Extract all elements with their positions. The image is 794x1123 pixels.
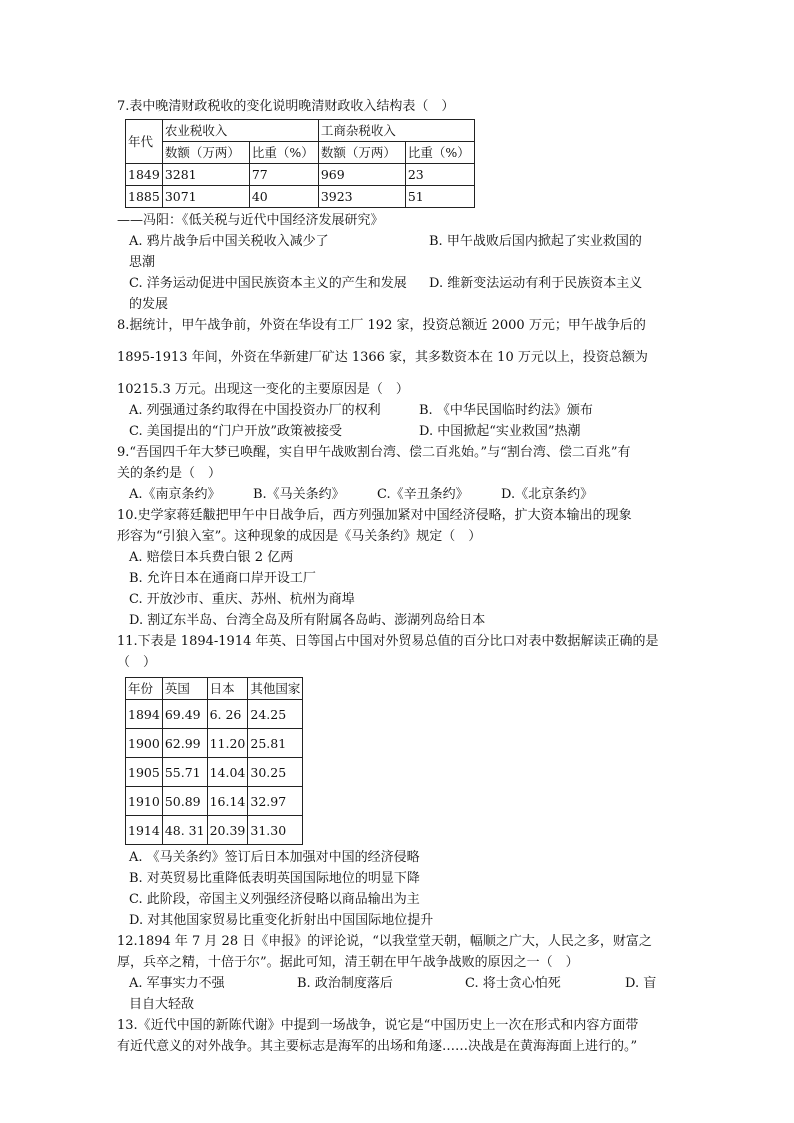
option-d[interactable]: D. 盲 xyxy=(625,976,657,991)
table-cell: 14.04 xyxy=(207,758,248,787)
table-cell: 16.14 xyxy=(207,787,248,816)
table-header: 英国 xyxy=(162,678,207,700)
table-row xyxy=(126,164,475,186)
table-cell: 3071 xyxy=(162,186,249,208)
option-a[interactable]: A. 列强通过条约取得在中国投资办厂的权利 xyxy=(129,403,381,418)
table-cell: 24.25 xyxy=(248,700,303,729)
table-cell: 51 xyxy=(405,186,474,208)
table-header: 日本 xyxy=(207,678,248,700)
table-row xyxy=(126,787,303,816)
question-8-options-row2 xyxy=(117,421,677,442)
question-7-source: ——冯阳：《低关税与近代中国经济发展研究》 xyxy=(117,213,384,228)
question-11-table xyxy=(125,677,303,845)
table-cell: 62.99 xyxy=(162,729,207,758)
question-8-line: 1895-1913 年间，外资在华新建厂矿达 1366 家，其多数资本在 10 万元以上，投资总额为 xyxy=(117,350,648,365)
question-7-stem: 7.表中晚清财政税收的变化说明晚清财政收入结构表（ ） xyxy=(117,99,455,114)
option-d[interactable]: D. 维新变法运动有利于民族资本主义 xyxy=(429,276,643,291)
table-cell: 1914 xyxy=(126,816,163,845)
option-b[interactable]: B. 政治制度落后 xyxy=(297,976,393,991)
table-cell: 20.39 xyxy=(207,816,248,845)
table-subheader: 数额（万两） xyxy=(318,142,405,164)
question-7 xyxy=(117,96,677,315)
table-cell: 55.71 xyxy=(162,758,207,787)
option-a[interactable]: A. 赔偿日本兵费白银 2 亿两 xyxy=(129,550,294,565)
question-10-line: 10.史学家蒋廷黻把甲午中日战争后，西方列强加紧对中国经济侵略，扩大资本输出的现象 xyxy=(117,508,632,523)
table-cell: 11.20 xyxy=(207,729,248,758)
table-row xyxy=(126,816,303,845)
option-c[interactable]: C. 将士贪心怕死 xyxy=(465,976,561,991)
question-7-options-row2 xyxy=(117,273,677,294)
option-d[interactable]: D. 对其他国家贸易比重变化折射出中国国际地位提升 xyxy=(129,913,434,928)
option-b-continued: 思潮 xyxy=(129,255,156,270)
question-8-line: 8.据统计，甲午战争前，外资在华设有工厂 192 家，投资总额近 2000 万元；甲午战争后的 xyxy=(117,318,646,333)
table-subheader: 比重（%） xyxy=(249,142,318,164)
option-a[interactable]: A. 鸦片战争后中国关税收入减少了 xyxy=(129,234,329,249)
table-cell: 1900 xyxy=(126,729,163,758)
option-a[interactable]: A. 《马关条约》签订后日本加强对中国的经济侵略 xyxy=(129,850,420,865)
table-header: 年份 xyxy=(126,678,163,700)
table-cell: 30.25 xyxy=(248,758,303,787)
option-c[interactable]: C. 此阶段，帝国主义列强经济侵略以商品输出为主 xyxy=(129,892,420,907)
table-cell: 6. 26 xyxy=(207,700,248,729)
table-cell: 1910 xyxy=(126,787,163,816)
option-d-continued: 的发展 xyxy=(129,297,169,312)
option-d[interactable]: D. 中国掀起“实业救国”热潮 xyxy=(419,424,581,439)
table-header-row xyxy=(126,678,303,700)
table-subheader: 比重（%） xyxy=(405,142,474,164)
option-c[interactable]: C. 开放沙市、重庆、苏州、杭州为商埠 xyxy=(129,592,355,607)
question-10 xyxy=(117,505,677,631)
table-cell: 32.97 xyxy=(248,787,303,816)
table-row xyxy=(126,758,303,787)
exam-page xyxy=(117,96,677,1057)
question-13-line: 有近代意义的对外战争。其主要标志是海军的出场和角逐……决战是在黄海海面上进行的。” xyxy=(117,1039,638,1054)
table-cell: 1894 xyxy=(126,700,163,729)
question-12-line: 12.1894 年 7 月 28 日《申报》的评论说，“以我堂堂天朝，幅顺之广大，人民之多，财富之 xyxy=(117,934,652,949)
option-d[interactable]: D.《北京条约》 xyxy=(501,487,594,502)
table-cell: 3281 xyxy=(162,164,249,186)
table-row xyxy=(126,729,303,758)
option-c[interactable]: C. 洋务运动促进中国民族资本主义的产生和发展 xyxy=(129,276,407,291)
option-b[interactable]: B. 对英贸易比重降低表明英国国际地位的明显下降 xyxy=(129,871,420,886)
table-cell: 69.49 xyxy=(162,700,207,729)
option-b[interactable]: B. 允许日本在通商口岸开设工厂 xyxy=(129,571,316,586)
question-11-line: 11.下表是 1894-1914 年英、日等国占中国对外贸易总值的百分比口对表中数据解读正确的是 xyxy=(117,634,659,649)
question-12 xyxy=(117,931,677,1015)
table-cell: 23 xyxy=(405,164,474,186)
question-10-line: 形容为“引狼入室”。这种现象的成因是《马关条约》规定（ ） xyxy=(117,529,482,544)
question-9-options xyxy=(117,484,677,505)
table-header-year: 年代 xyxy=(126,120,163,164)
question-9-line: 关的条约是（ ） xyxy=(117,466,222,481)
table-cell: 40 xyxy=(249,186,318,208)
option-c[interactable]: C. 美国提出的“门户开放”政策被接受 xyxy=(129,424,343,439)
question-12-options xyxy=(117,973,677,994)
table-cell: 1905 xyxy=(126,758,163,787)
option-c[interactable]: C.《辛丑条约》 xyxy=(377,487,469,502)
table-header-commerce: 工商杂税收入 xyxy=(318,120,474,142)
table-subheader: 数额（万两） xyxy=(162,142,249,164)
table-header-agri: 农业税收入 xyxy=(162,120,318,142)
table-cell: 1885 xyxy=(126,186,163,208)
table-cell: 3923 xyxy=(318,186,405,208)
question-8 xyxy=(117,315,677,442)
question-12-line: 厚，兵卒之精，十倍于尔”。据此可知，清王朝在甲午战争战败的原因之一（ ） xyxy=(117,955,579,970)
option-d-continued: 目自大轻敌 xyxy=(129,997,195,1012)
option-b[interactable]: B.《马关条约》 xyxy=(253,487,345,502)
question-11-line: （ ） xyxy=(117,655,157,670)
table-cell: 48. 31 xyxy=(162,816,207,845)
option-a[interactable]: A. 军事实力不强 xyxy=(129,976,225,991)
question-8-line: 10215.3 万元。出现这一变化的主要原因是（ ） xyxy=(117,382,409,397)
table-cell: 25.81 xyxy=(248,729,303,758)
question-13-line: 13.《近代中国的新陈代谢》中提到一场战争，说它是“中国历史上一次在形式和内容方面带 xyxy=(117,1018,639,1033)
option-a[interactable]: A.《南京条约》 xyxy=(129,487,221,502)
option-d[interactable]: D. 割辽东半岛、台湾全岛及所有附属各岛屿、澎湖列岛给日本 xyxy=(129,613,486,628)
question-7-options-row1 xyxy=(117,231,677,252)
question-9-line: 9.“吾国四千年大梦已唤醒，实自甲午战败割台湾、偿二百兆始。”与“割台湾、偿二百兆”有 xyxy=(117,445,631,460)
question-11 xyxy=(117,631,677,931)
table-cell: 1849 xyxy=(126,164,163,186)
table-cell: 77 xyxy=(249,164,318,186)
table-header: 其他国家 xyxy=(248,678,303,700)
table-cell: 50.89 xyxy=(162,787,207,816)
question-13 xyxy=(117,1015,677,1057)
table-row xyxy=(126,186,475,208)
question-9 xyxy=(117,442,677,505)
table-cell: 969 xyxy=(318,164,405,186)
question-8-options-row1 xyxy=(117,400,677,421)
table-row xyxy=(126,700,303,729)
table-cell: 31.30 xyxy=(248,816,303,845)
question-7-table xyxy=(125,119,475,208)
option-b[interactable]: B. 甲午战败后国内掀起了实业救国的 xyxy=(429,234,642,249)
option-b[interactable]: B. 《中华民国临时约法》颁布 xyxy=(419,403,593,418)
